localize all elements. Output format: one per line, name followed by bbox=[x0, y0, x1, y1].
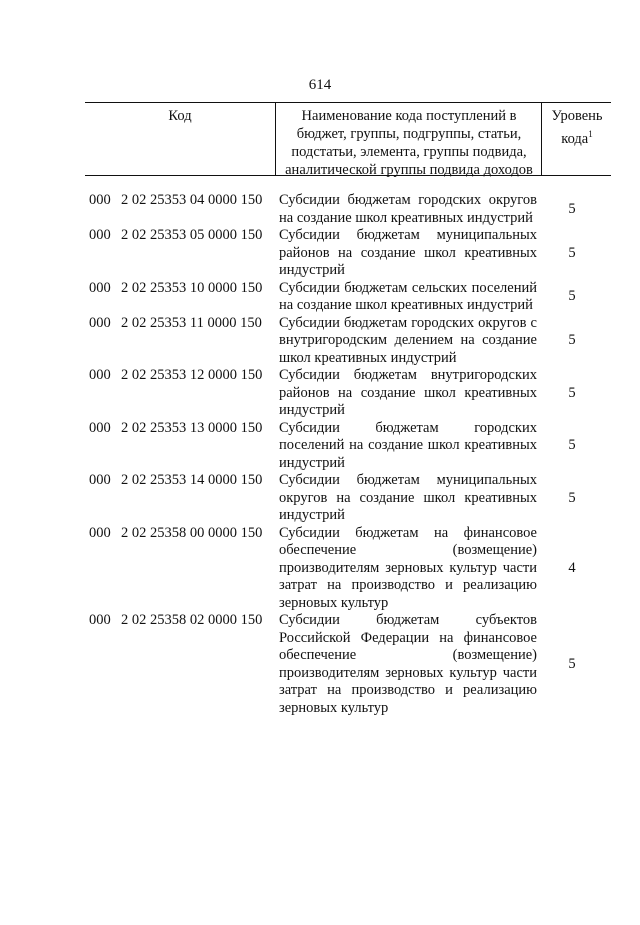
table-row bbox=[85, 420, 611, 473]
row-name: Субсидии бюджетам городских округов на создание школ креативных индустрий bbox=[279, 192, 537, 226]
page-number: 614 bbox=[308, 77, 332, 93]
row-prefix: 000 bbox=[89, 472, 111, 488]
header-level bbox=[543, 107, 611, 148]
row-prefix: 000 bbox=[89, 192, 111, 208]
header-code: Код bbox=[168, 108, 192, 124]
row-level: 5 bbox=[568, 489, 576, 506]
row-prefix: 000 bbox=[89, 524, 111, 541]
row-name: Субсидии бюджетам городских округов с внутригородским делением на создание школ креативных индустрий bbox=[279, 314, 537, 366]
footnote-mark: 1 bbox=[588, 129, 593, 139]
column-divider bbox=[275, 103, 276, 175]
row-name: Субсидии бюджетам городских поселений на создание школ креативных индустрий bbox=[279, 419, 537, 471]
table-row bbox=[85, 367, 611, 420]
row-code: 2 02 25353 12 0000 150 bbox=[121, 367, 263, 383]
row-code: 2 02 25353 04 0000 150 bbox=[121, 192, 263, 208]
table-row bbox=[85, 612, 611, 717]
row-level: 5 bbox=[568, 332, 576, 348]
table-row bbox=[85, 315, 611, 368]
row-prefix: 000 bbox=[89, 367, 111, 383]
row-code: 2 02 25353 14 0000 150 bbox=[121, 472, 263, 488]
column-divider bbox=[541, 103, 542, 175]
row-name: Субсидии бюджетам муниципальных районов на создание школ креативных индустрий bbox=[279, 227, 537, 278]
row-level: 4 bbox=[568, 559, 576, 576]
table-row bbox=[85, 280, 611, 315]
row-code: 2 02 25353 13 0000 150 bbox=[121, 419, 263, 436]
row-prefix: 000 bbox=[89, 279, 111, 296]
header-level-label: Уровень кода bbox=[551, 108, 603, 147]
table-row bbox=[85, 525, 611, 613]
row-code: 2 02 25353 10 0000 150 bbox=[121, 279, 263, 296]
row-level: 5 bbox=[568, 200, 576, 217]
table-header bbox=[85, 102, 611, 176]
header-name: Наименование кода поступлений в бюджет, группы, подгруппы, статьи, подстатьи, элемента, группы подвида, аналитической группы подвида доходов bbox=[285, 108, 533, 178]
row-name: Субсидии бюджетам внутригородских районов на создание школ креативных индустрий bbox=[279, 367, 537, 418]
row-code: 2 02 25353 05 0000 150 bbox=[121, 227, 263, 243]
table-body bbox=[85, 192, 611, 717]
row-name: Субсидии бюджетам сельских поселений на создание школ креативных индустрий bbox=[279, 279, 537, 313]
table-row bbox=[85, 227, 611, 280]
row-level: 5 bbox=[568, 437, 576, 453]
row-name: Субсидии бюджетам муниципальных округов на создание школ креативных индустрий bbox=[279, 472, 537, 523]
row-prefix: 000 bbox=[89, 419, 111, 436]
row-prefix: 000 bbox=[89, 227, 111, 243]
row-prefix: 000 bbox=[89, 314, 111, 331]
row-level: 5 bbox=[568, 655, 576, 672]
row-code: 2 02 25353 11 0000 150 bbox=[121, 314, 262, 331]
row-prefix: 000 bbox=[89, 612, 111, 628]
row-level: 5 bbox=[568, 288, 576, 305]
table-row bbox=[85, 472, 611, 525]
table-row bbox=[85, 192, 611, 227]
row-code: 2 02 25358 00 0000 150 bbox=[121, 524, 263, 541]
row-name: Субсидии бюджетам субъектов Российской Федерации на финансовое обеспечение (возмещение) производителям зерновых культур части затрат на производство и реализацию зерновых культур bbox=[279, 612, 537, 716]
row-level: 5 bbox=[568, 244, 576, 261]
row-name: Субсидии бюджетам на финансовое обеспечение (возмещение) производителям зерновых культур части затрат на производство и реализацию зерновых культур bbox=[279, 524, 537, 611]
row-code: 2 02 25358 02 0000 150 bbox=[121, 612, 263, 628]
row-level: 5 bbox=[568, 384, 576, 401]
